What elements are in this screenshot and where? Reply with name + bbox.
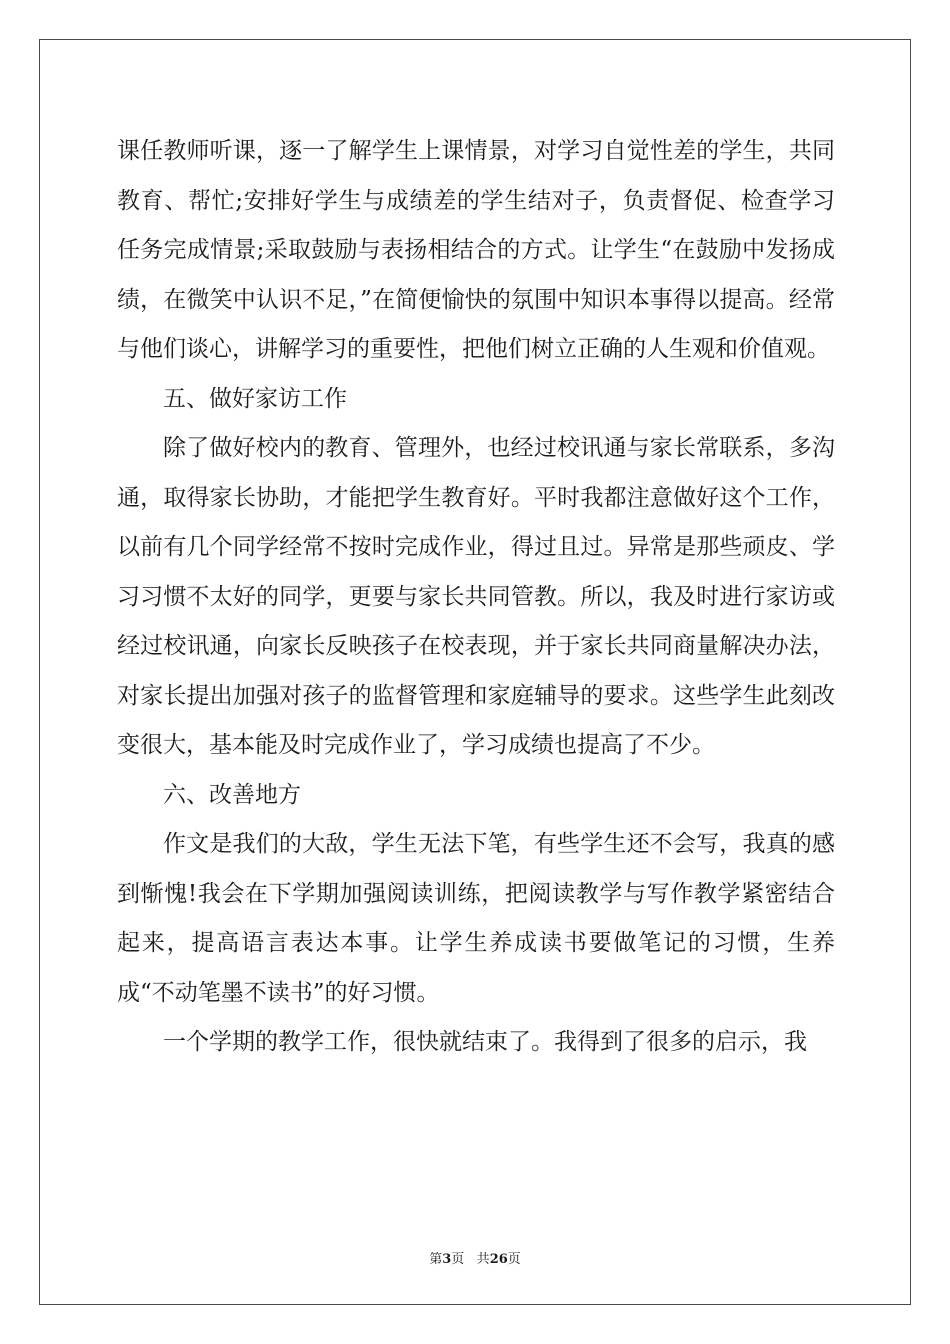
paragraph-conclusion: 一个学期的教学工作，很快就结束了。我得到了很多的启示，我 <box>163 1029 807 1055</box>
page-footer <box>0 1248 950 1267</box>
footer-total-pages: 26 <box>489 1252 508 1267</box>
section-heading-improvements: 六、改善地方 <box>163 781 301 808</box>
paragraph-continued: 课任教师听课，逐一了解学生上课情景，对学习自觉性差的学生，共同教育、帮忙;安排好学生与成绩差的学生结对子，负责督促、检查学习任务完成情景;采取鼓励与表扬相结合的方式。让学生“在鼓励中发扬成绩，在微笑中认识不足，”在简便愉快的氛围中知识本事得以提高。经常与他们谈心，讲解学习的重要性，把他们树立正确的人生观和价值观。 <box>117 138 835 362</box>
footer-page-number: 3 <box>442 1252 452 1267</box>
footer-page-suffix: 页 <box>451 1252 465 1267</box>
footer-prefix: 第 <box>429 1252 443 1267</box>
document-body <box>117 127 835 1068</box>
paragraph-improvements: 作文是我们的大敌，学生无法下笔，有些学生还不会写，我真的感到惭愧!我会在下学期加强阅读训练，把阅读教学与写作教学紧密结合起来，提高语言表达本事。让学生养成读书要做笔记的习惯，生养成“不动笔墨不读书”的好习惯。 <box>117 831 835 1006</box>
section-heading-home-visits: 五、做好家访工作 <box>163 385 347 412</box>
paragraph-home-visits: 除了做好校内的教育、管理外，也经过校讯通与家长常联系，多沟通，取得家长协助，才能把学生教育好。平时我都注意做好这个工作，以前有几个同学经常不按时完成作业，得过且过。异常是那些顽皮、学习习惯不太好的同学，更要与家长共同管教。所以，我及时进行家访或经过校讯通，向家长反映孩子在校表现，并于家长共同商量解决办法，对家长提出加强对孩子的监督管理和家庭辅导的要求。这些学生此刻改变很大，基本能及时完成作业了，学习成绩也提高了不少。 <box>117 435 835 758</box>
footer-total-suffix: 页 <box>507 1252 521 1267</box>
footer-total-prefix: 共 <box>476 1252 490 1267</box>
